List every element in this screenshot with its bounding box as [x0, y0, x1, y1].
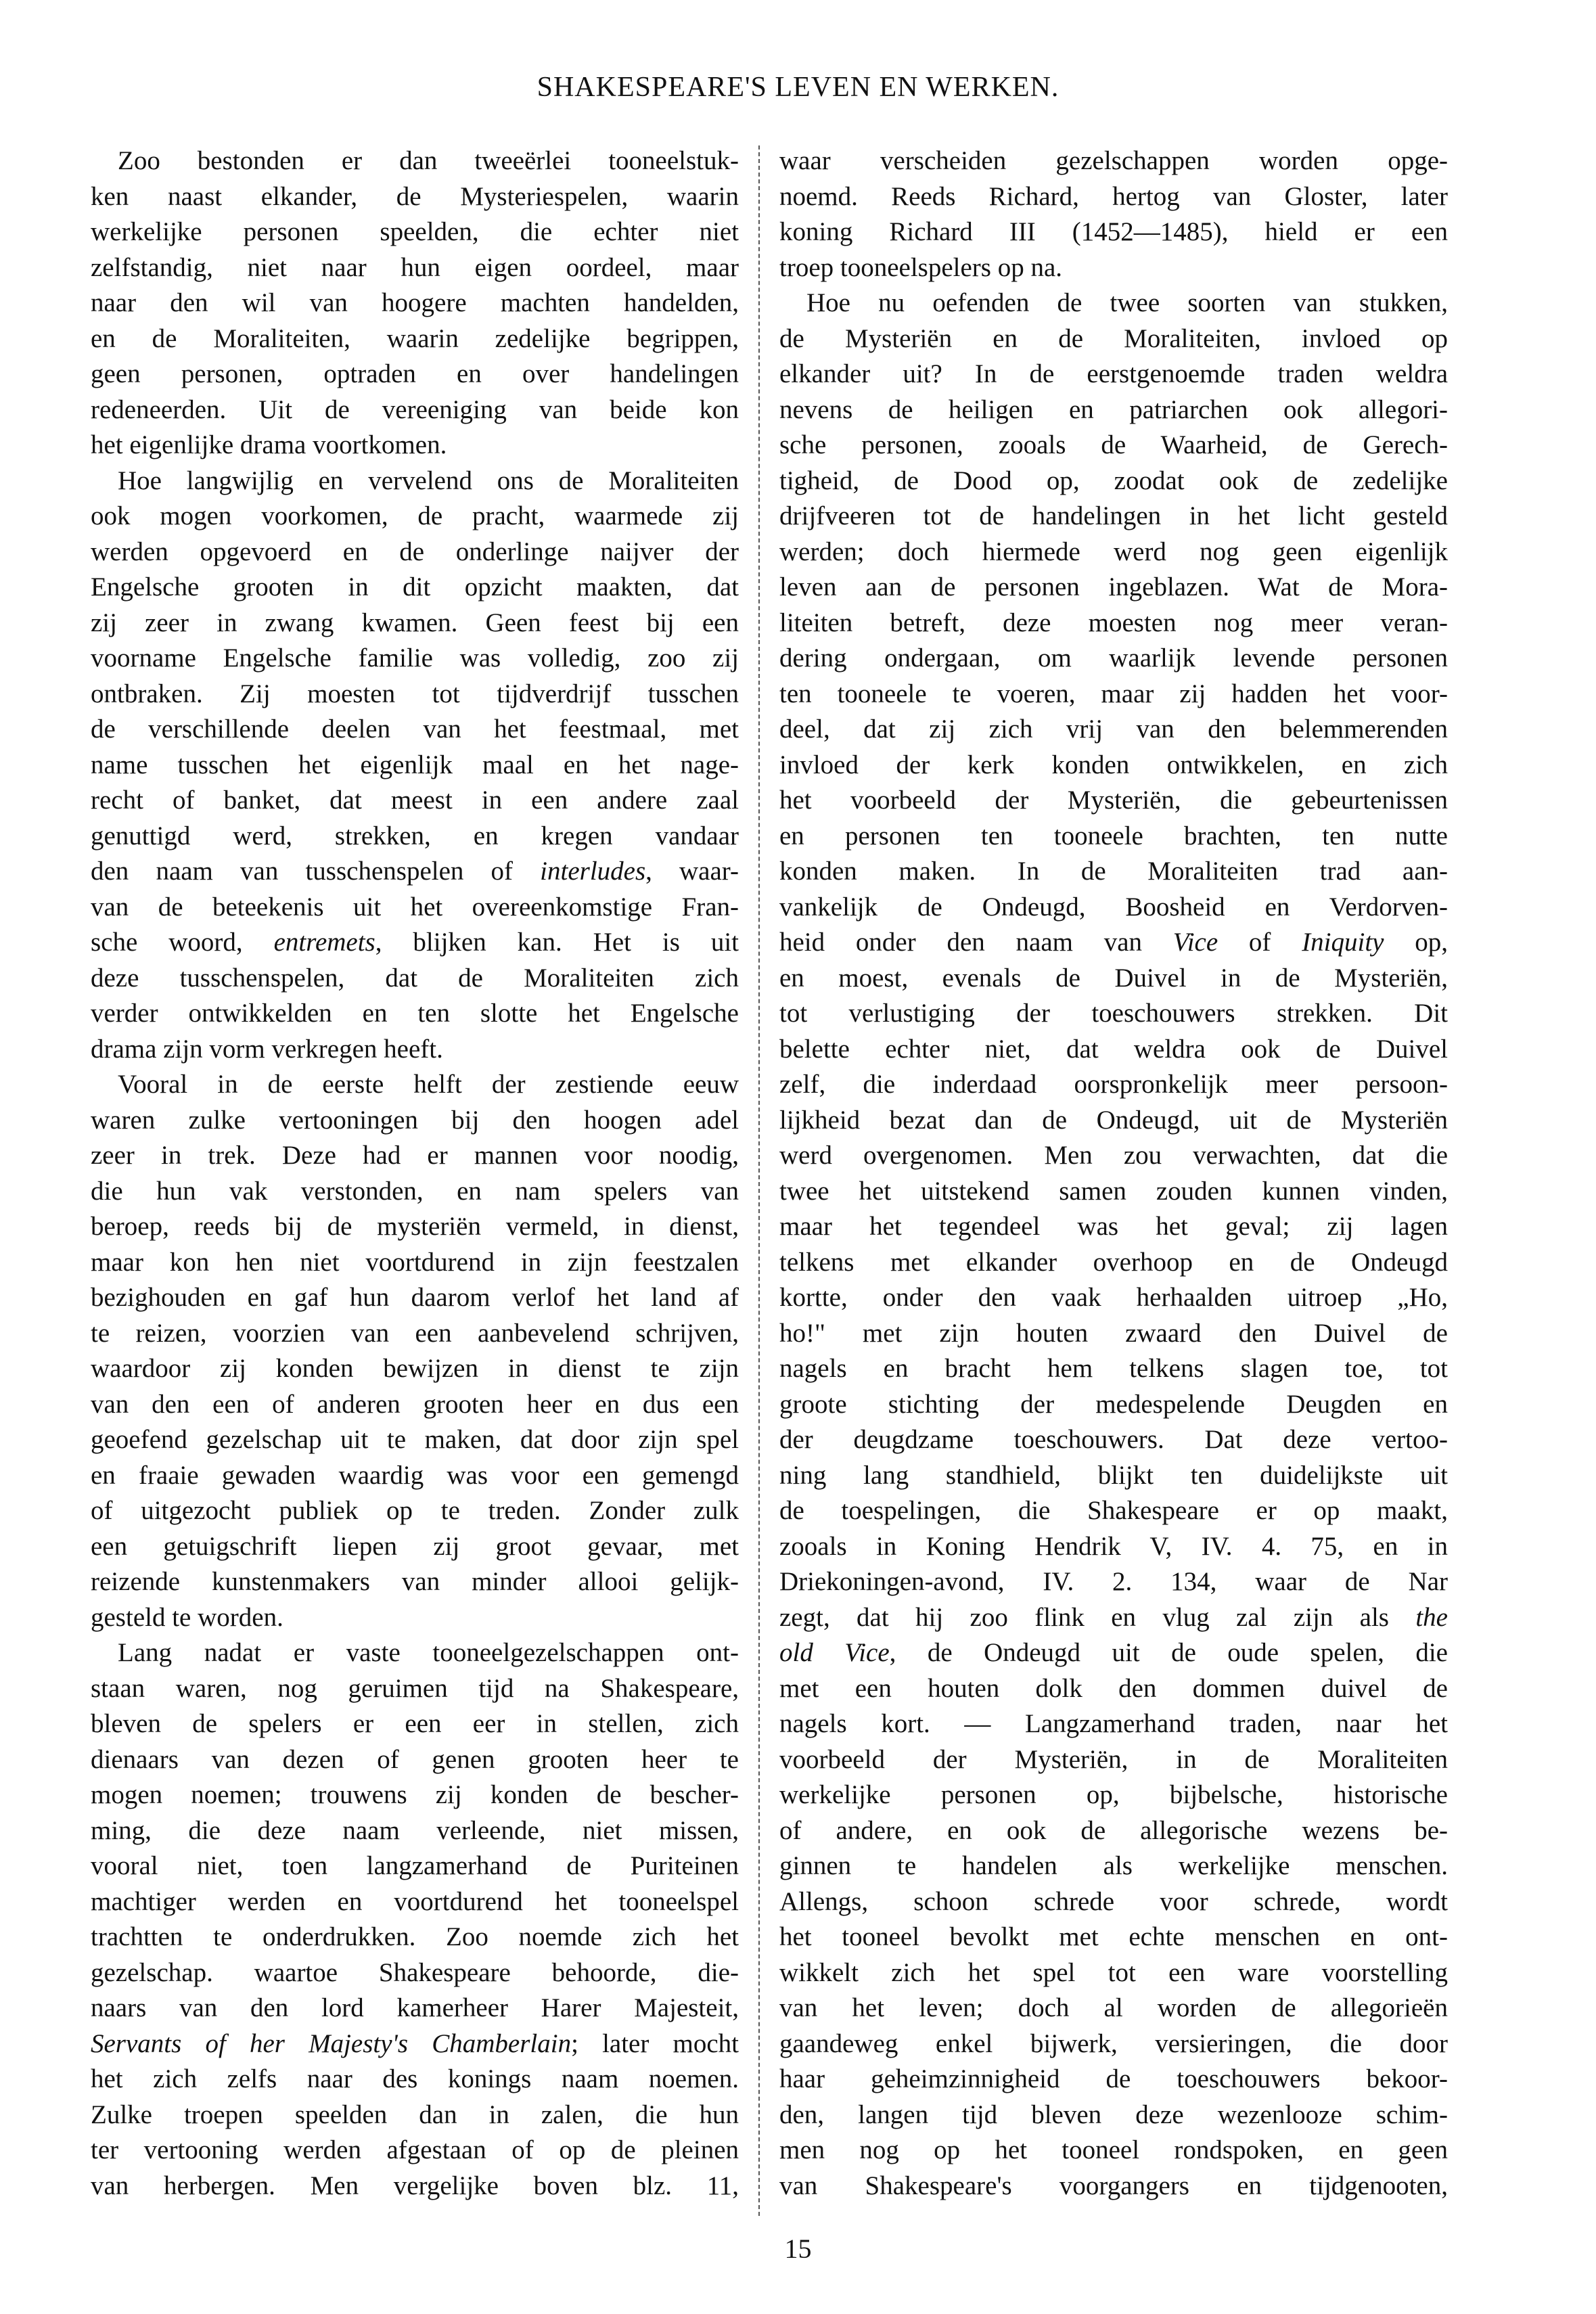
text-segment: naar den wil van hoogere machten handelden,: [91, 288, 739, 317]
text-segment: recht of banket, dat meest in een andere zaal: [91, 786, 739, 815]
text-line: [91, 1848, 739, 1884]
text-segment: gaandeweg enkel bijwerk, versieringen, die door: [779, 2028, 1448, 2058]
text-segment: het eigenlijke drama voortkomen.: [91, 430, 447, 459]
text-line: [91, 179, 739, 215]
left-column: [91, 143, 739, 2204]
text-line: [91, 2062, 739, 2097]
text-segment: en moest, evenals de Duivel in de Mysteriën,: [779, 963, 1448, 993]
text-line: [91, 1138, 739, 1174]
text-segment: den, langen tijd bleven deze wezenlooze schim-: [779, 2100, 1448, 2129]
text-segment: naars van den lord kamerheer Harer Majesteit,: [91, 1993, 739, 2022]
text-segment: werkelijke personen op, bijbelsche, historische: [779, 1780, 1448, 1809]
text-line: [91, 2026, 739, 2062]
text-segment: van herbergen. Men vergelijke boven blz. 11,: [91, 2171, 739, 2200]
text-line: [779, 428, 1448, 463]
text-line: [91, 641, 739, 677]
text-line: [779, 1245, 1448, 1281]
text-line: [91, 2133, 739, 2169]
text-segment: genuttigd werd, strekken, en kregen vandaar: [91, 821, 739, 850]
text-segment: een getuigschrift liepen zij groot gevaar, met: [91, 1531, 739, 1561]
text-line: [91, 961, 739, 997]
text-line: [91, 321, 739, 357]
text-line: [779, 890, 1448, 926]
text-line: [779, 712, 1448, 748]
text-segment: belette echter niet, dat weldra ook de Duivel: [779, 1034, 1448, 1064]
text-line: [91, 925, 739, 961]
text-line: [91, 535, 739, 570]
text-line: [779, 1564, 1448, 1600]
text-segment: nagels kort. — Langzamerhand traden, naar het: [779, 1709, 1448, 1738]
text-line: [779, 961, 1448, 997]
right-column: [779, 143, 1448, 2204]
text-line: [779, 2062, 1448, 2097]
text-line: [779, 1067, 1448, 1103]
text-line: [779, 1458, 1448, 1494]
text-line: [91, 854, 739, 890]
text-line: [779, 1848, 1448, 1884]
text-segment: name tusschen het eigenlijk maal en het nage-: [91, 750, 739, 779]
text-line: [779, 143, 1448, 179]
text-segment: elkander uit? In de eerstgenoemde traden weldra: [779, 359, 1448, 388]
text-segment: en de Moraliteiten, waarin zedelijke begrippen,: [91, 323, 739, 353]
text-segment: nagels en bracht hem telkens slagen toe, tot: [779, 1354, 1448, 1383]
text-line: [779, 499, 1448, 535]
text-line: [779, 1351, 1448, 1387]
text-line: [91, 250, 739, 286]
text-line: [91, 819, 739, 855]
text-segment: liteiten betreft, deze moesten nog meer veran-: [779, 608, 1448, 637]
text-segment: heid onder den naam van: [779, 928, 1173, 957]
text-line: [779, 1529, 1448, 1565]
text-line: [779, 1209, 1448, 1245]
text-segment: groote stichting der medespelende Deugden en: [779, 1389, 1448, 1419]
text-line: [779, 641, 1448, 677]
text-segment: zegt, dat hij zoo flink en vlug zal zijn als: [779, 1602, 1416, 1632]
text-line: [779, 819, 1448, 855]
text-segment: van de beteekenis uit het overeenkomstige Fran-: [91, 892, 739, 922]
text-segment: deze tusschenspelen, dat de Moraliteiten zich: [91, 963, 739, 993]
text-segment: van het leven; doch al worden de allegorieën: [779, 1993, 1448, 2022]
text-segment: , de Ondeugd uit de oude spelen, die: [889, 1638, 1448, 1667]
text-line: [779, 1884, 1448, 1920]
text-line: [779, 179, 1448, 215]
running-header: SHAKESPEARE'S LEVEN EN WERKEN.: [537, 72, 1059, 103]
text-segment: het tooneel bevolkt met echte menschen en ont-: [779, 1922, 1448, 1951]
text-line: [91, 1706, 739, 1742]
text-line: [91, 463, 739, 499]
text-segment: telkens met elkander overhoop en de Ondeugd: [779, 1247, 1448, 1277]
text-segment: zelf, die inderdaad oorspronkelijk meer persoon-: [779, 1070, 1448, 1099]
italic-text: Servants of her Majesty's Chamberlain: [91, 2028, 572, 2058]
text-segment: troep tooneelspelers op na.: [779, 252, 1063, 282]
text-segment: de verschillende deelen van het feestmaal, met: [91, 714, 739, 744]
text-line: [779, 1316, 1448, 1352]
text-line: [779, 1493, 1448, 1529]
text-line: [91, 712, 739, 748]
text-line: [779, 925, 1448, 961]
text-segment: bleven de spelers er een eer in stellen, zich: [91, 1709, 739, 1738]
text-segment: ming, die deze naam verleende, niet missen,: [91, 1815, 739, 1845]
text-line: [91, 1600, 739, 1636]
text-segment: invloed der kerk konden ontwikkelen, en zich: [779, 750, 1448, 779]
text-line: [91, 1174, 739, 1210]
text-segment: , blijken kan. Het is uit: [375, 928, 739, 957]
text-segment: voorname Engelsche familie was volledig, zoo zij: [91, 643, 739, 673]
text-line: [91, 1316, 739, 1352]
text-line: [779, 1138, 1448, 1174]
text-line: [779, 321, 1448, 357]
text-segment: redeneerden. Uit de vereeniging van beide kon: [91, 394, 739, 424]
text-line: [91, 606, 739, 641]
text-line: [779, 1813, 1448, 1849]
text-segment: sche woord,: [91, 928, 274, 957]
text-line: [779, 1032, 1448, 1068]
text-line: [91, 677, 739, 712]
text-line: [779, 214, 1448, 250]
text-line: [91, 143, 739, 179]
text-line: [91, 1493, 739, 1529]
text-segment: trachtten te onderdrukken. Zoo noemde zich het: [91, 1922, 739, 1951]
text-line: [779, 1600, 1448, 1636]
text-line: [91, 996, 739, 1032]
text-segment: Zoo bestonden er dan tweeërlei tooneelstuk-: [118, 146, 739, 175]
text-segment: voorbeeld der Mysteriën, in de Moraliteiten: [779, 1744, 1448, 1774]
text-segment: Zulke troepen speelden dan in zalen, die hun: [91, 2100, 739, 2129]
text-line: [91, 1458, 739, 1494]
text-segment: drama zijn vorm verkregen heeft.: [91, 1034, 443, 1064]
text-line: [779, 1635, 1448, 1671]
text-segment: ginnen te handelen als werkelijke menschen.: [779, 1851, 1448, 1880]
text-segment: ning lang standhield, blijkt ten duidelijkste uit: [779, 1460, 1448, 1490]
text-line: [91, 1991, 739, 2026]
text-segment: werden opgevoerd en de onderlinge naijver der: [91, 537, 739, 566]
text-line: [91, 1422, 739, 1458]
text-line: [91, 2097, 739, 2133]
text-segment: beroep, reeds bij de mysteriën vermeld, in dienst,: [91, 1212, 739, 1241]
text-segment: Vooral in de eerste helft der zestiende eeuw: [118, 1070, 739, 1099]
text-line: [91, 1742, 739, 1778]
text-segment: reizende kunstenmakers van minder allooi gelijk-: [91, 1567, 739, 1596]
text-line: [91, 1813, 739, 1849]
text-line: [91, 1032, 739, 1068]
text-segment: konden maken. In de Moraliteiten trad aan-: [779, 857, 1448, 886]
text-segment: tigheid, de Dood op, zoodat ook de zedelijke: [779, 466, 1448, 495]
text-line: [91, 890, 739, 926]
italic-text: Iniquity: [1302, 928, 1384, 957]
text-line: [779, 1777, 1448, 1813]
text-segment: zij zeer in zwang kwamen. Geen feest bij een: [91, 608, 739, 637]
italic-text: Vice: [1172, 928, 1218, 957]
text-segment: Hoe langwijlig en vervelend ons de Moraliteiten: [118, 466, 739, 495]
text-segment: dering ondergaan, om waarlijk levende personen: [779, 643, 1448, 673]
text-line: [779, 570, 1448, 606]
text-line: [779, 1387, 1448, 1423]
text-line: [779, 463, 1448, 499]
text-line: [779, 2169, 1448, 2204]
text-segment: deel, dat zij zich vrij van den belemmerenden: [779, 714, 1448, 744]
text-segment: gezelschap. waartoe Shakespeare behoorde, die-: [91, 1957, 739, 1987]
text-segment: geen personen, optraden en over handelingen: [91, 359, 739, 388]
text-line: [779, 1955, 1448, 1991]
text-line: [91, 1529, 739, 1565]
text-segment: noemd. Reeds Richard, hertog van Gloster, later: [779, 181, 1448, 211]
text-segment: verder ontwikkelden en ten slotte het Engelsche: [91, 999, 739, 1028]
text-line: [91, 1387, 739, 1423]
text-segment: of andere, en ook de allegorische wezens be-: [779, 1815, 1448, 1845]
text-line: [779, 996, 1448, 1032]
text-segment: van den een of anderen grooten heer en dus een: [91, 1389, 739, 1419]
text-segment: en personen ten tooneele brachten, ten nutte: [779, 821, 1448, 850]
text-line: [91, 748, 739, 784]
text-line: [91, 1955, 739, 1991]
text-line: [91, 1884, 739, 1920]
text-segment: dienaars van dezen of genen grooten heer te: [91, 1744, 739, 1774]
text-segment: wikkelt zich het spel tot een ware voorstelling: [779, 1957, 1448, 1987]
text-segment: op,: [1384, 928, 1448, 957]
text-segment: ter vertooning werden afgestaan of op de pleinen: [91, 2135, 739, 2164]
text-line: [779, 392, 1448, 428]
text-segment: waren zulke vertooningen bij den hoogen adel: [91, 1105, 739, 1135]
text-line: [779, 357, 1448, 392]
text-line: [779, 1671, 1448, 1707]
text-line: [91, 2169, 739, 2204]
text-segment: koning Richard III (1452—1485), hield er een: [779, 217, 1448, 246]
text-segment: en fraaie gewaden waardig was voor een gemengd: [91, 1460, 739, 1490]
text-line: [779, 606, 1448, 641]
text-segment: haar geheimzinnigheid de toeschouwers bekoor-: [779, 2064, 1448, 2093]
text-segment: met een houten dolk den dommen duivel de: [779, 1673, 1448, 1703]
text-segment: ho!" met zijn houten zwaard den Duivel de: [779, 1318, 1448, 1348]
text-segment: zooals in Koning Hendrik V, IV. 4. 75, en in: [779, 1531, 1448, 1561]
text-segment: werden; doch hiermede werd nog geen eigenlijk: [779, 537, 1448, 566]
text-line: [779, 1991, 1448, 2026]
text-segment: zelfstandig, niet naar hun eigen oordeel, maar: [91, 252, 739, 282]
text-segment: waardoor zij konden bewijzen in dienst te zijn: [91, 1354, 739, 1383]
text-segment: ook mogen voorkomen, de pracht, waarmede zij: [91, 501, 739, 530]
text-segment: twee het uitstekend samen zouden kunnen vinden,: [779, 1176, 1448, 1206]
text-line: [91, 214, 739, 250]
text-line: [779, 2097, 1448, 2133]
text-segment: te reizen, voorzien van een aanbevelend schrijven,: [91, 1318, 739, 1348]
text-segment: Allengs, schoon schrede voor schrede, wordt: [779, 1886, 1448, 1916]
text-segment: vankelijk de Ondeugd, Boosheid en Verdorven-: [779, 892, 1448, 922]
text-line: [91, 499, 739, 535]
text-segment: maar kon hen niet voortdurend in zijn feestzalen: [91, 1247, 739, 1277]
text-segment: men nog op het tooneel rondspoken, en geen: [779, 2135, 1448, 2164]
text-line: [779, 1422, 1448, 1458]
text-segment: lijkheid bezat dan de Ondeugd, uit de Mysteriën: [779, 1105, 1448, 1135]
text-segment: kortte, onder den vaak herhaalden uitroep „Ho,: [779, 1283, 1448, 1312]
text-line: [779, 1742, 1448, 1778]
text-line: [91, 1280, 739, 1316]
text-line: [779, 1280, 1448, 1316]
text-segment: of uitgezocht publiek op te treden. Zonder zulk: [91, 1496, 739, 1525]
text-segment: het voorbeeld der Mysteriën, die gebeurtenissen: [779, 786, 1448, 815]
text-segment: maar het tegendeel was het geval; zij lagen: [779, 1212, 1448, 1241]
text-segment: het zich zelfs naar des konings naam noemen.: [91, 2064, 739, 2093]
text-segment: ten tooneele te voeren, maar zij hadden het voor-: [779, 679, 1448, 708]
text-segment: geoefend gezelschap uit te maken, dat door zijn spel: [91, 1425, 739, 1454]
text-line: [779, 250, 1448, 286]
text-segment: , waar-: [645, 857, 739, 886]
italic-text: old Vice: [779, 1638, 890, 1667]
text-line: [779, 748, 1448, 784]
text-segment: staan waren, nog geruimen tijd na Shakespeare,: [91, 1673, 739, 1703]
text-segment: vooral niet, toen langzamerhand de Puriteinen: [91, 1851, 739, 1880]
text-line: [779, 2133, 1448, 2169]
text-segment: leven aan de personen ingeblazen. Wat de Mora-: [779, 572, 1448, 602]
text-line: [91, 1067, 739, 1103]
text-line: [91, 286, 739, 321]
text-line: [91, 392, 739, 428]
text-segment: waar verscheiden gezelschappen worden opge-: [779, 146, 1448, 175]
text-segment: der deugdzame toeschouwers. Dat deze vertoo-: [779, 1425, 1448, 1454]
text-line: [779, 1103, 1448, 1139]
text-line: [91, 1777, 739, 1813]
text-segment: Driekoningen-avond, IV. 2. 134, waar de Nar: [779, 1567, 1448, 1596]
text-line: [91, 357, 739, 392]
text-segment: sche personen, zooals de Waarheid, de Gerech-: [779, 430, 1448, 459]
text-segment: Hoe nu oefenden de twee soorten van stukken,: [806, 288, 1448, 317]
text-segment: werd overgenomen. Men zou verwachten, dat die: [779, 1141, 1448, 1170]
text-line: [779, 677, 1448, 712]
text-line: [91, 428, 739, 463]
text-line: [779, 783, 1448, 819]
text-segment: zeer in trek. Deze had er mannen voor noodig,: [91, 1141, 739, 1170]
text-segment: nevens de heiligen en patriarchen ook allegori-: [779, 394, 1448, 424]
text-line: [779, 1920, 1448, 1955]
text-segment: den naam van tusschenspelen of: [91, 857, 541, 886]
text-segment: Lang nadat er vaste tooneelgezelschappen ont-: [118, 1638, 739, 1667]
text-segment: die hun vak verstonden, en nam spelers van: [91, 1176, 739, 1206]
text-segment: Engelsche grooten in dit opzicht maakten, dat: [91, 572, 739, 602]
page-number: 15: [784, 2233, 812, 2264]
text-line: [91, 1920, 739, 1955]
text-segment: of: [1218, 928, 1302, 957]
italic-text: the: [1415, 1602, 1448, 1632]
text-line: [779, 854, 1448, 890]
text-line: [91, 1103, 739, 1139]
text-line: [91, 1671, 739, 1707]
text-segment: drijfveeren tot de handelingen in het licht gesteld: [779, 501, 1448, 530]
text-line: [91, 1209, 739, 1245]
text-segment: gesteld te worden.: [91, 1602, 283, 1632]
text-line: [91, 1564, 739, 1600]
text-line: [91, 783, 739, 819]
text-line: [779, 286, 1448, 321]
text-line: [91, 1245, 739, 1281]
text-segment: ken naast elkander, de Mysteriespelen, waarin: [91, 181, 739, 211]
text-line: [91, 570, 739, 606]
text-segment: machtiger werden en voortdurend het tooneelspel: [91, 1886, 739, 1916]
text-segment: de Mysteriën en de Moraliteiten, invloed op: [779, 323, 1448, 353]
column-divider: [758, 145, 760, 2216]
text-segment: de toespelingen, die Shakespeare er op maakt,: [779, 1496, 1448, 1525]
text-segment: werkelijke personen speelden, die echter niet: [91, 217, 739, 246]
text-segment: tot verlustiging der toeschouwers strekken. Dit: [779, 999, 1448, 1028]
text-line: [779, 1174, 1448, 1210]
text-segment: van Shakespeare's voorgangers en tijdgenooten,: [779, 2171, 1448, 2200]
italic-text: entremets: [273, 928, 375, 957]
text-line: [779, 1706, 1448, 1742]
text-segment: bezighouden en gaf hun daarom verlof het land af: [91, 1283, 739, 1312]
text-line: [779, 2026, 1448, 2062]
text-line: [91, 1351, 739, 1387]
italic-text: interludes: [540, 857, 646, 886]
text-line: [91, 1635, 739, 1671]
text-line: [779, 535, 1448, 570]
text-segment: ontbraken. Zij moesten tot tijdverdrijf tusschen: [91, 679, 739, 708]
text-segment: mogen noemen; trouwens zij konden de bescher-: [91, 1780, 739, 1809]
text-segment: ; later mocht: [571, 2028, 739, 2058]
